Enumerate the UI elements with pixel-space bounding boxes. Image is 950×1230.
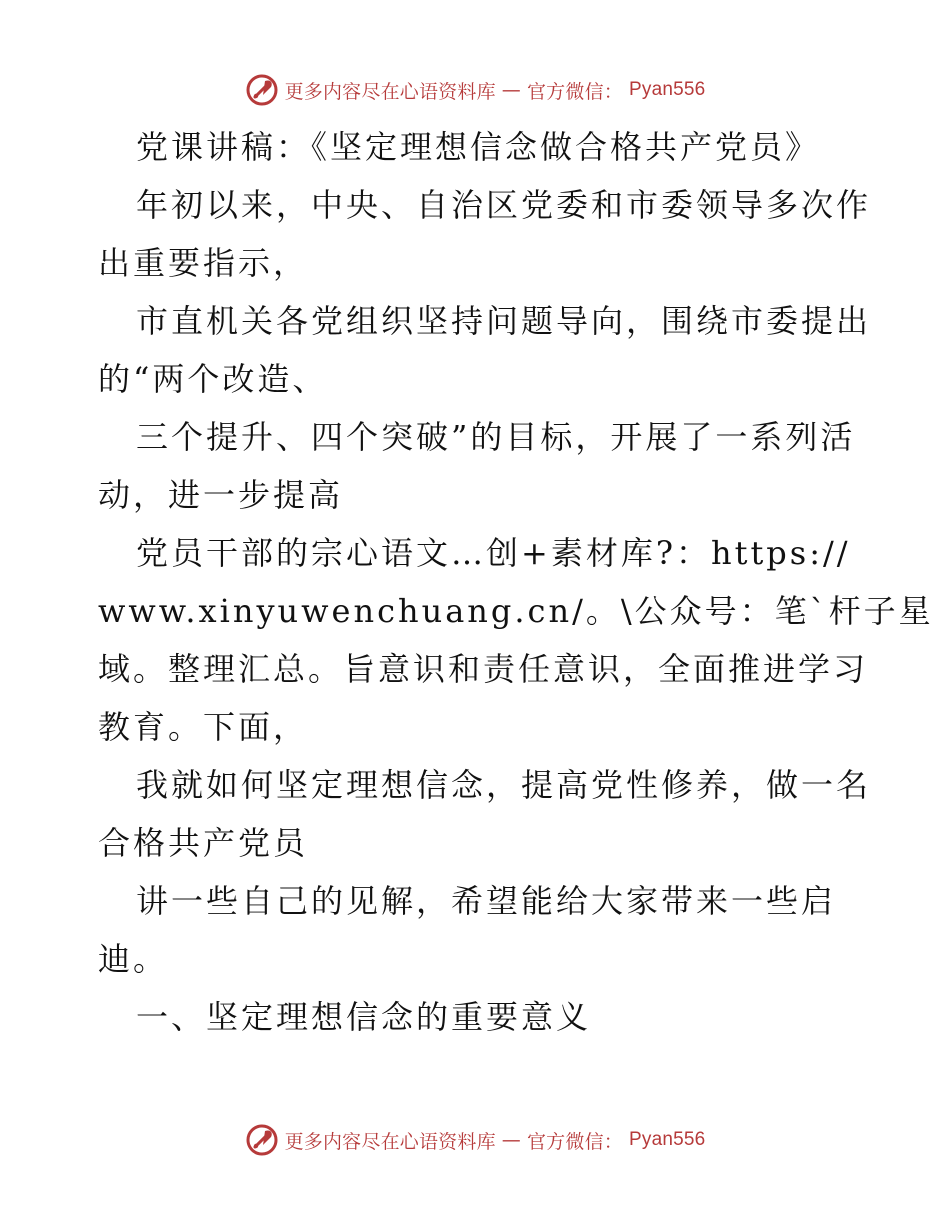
watermark-title: 更多内容尽在心语资料库 — [284, 1130, 496, 1153]
paragraph-line: 党员干部的宗心语文…创+素材库?：https:// — [136, 534, 851, 572]
paragraph-line: 年初以来，中央、自治区党委和市委领导多次作 — [136, 186, 872, 224]
paragraph-line: 讲一些自己的见解，希望能给大家带来一些启 — [136, 882, 837, 920]
watermark-contact-label: 官方微信： — [526, 80, 623, 103]
watermark-title: 更多内容尽在心语资料库 — [284, 80, 496, 103]
watermark-contact-id: Pyan556 — [629, 79, 706, 100]
paragraph-line: 迪。 — [98, 940, 169, 978]
paragraph-line: 教育。下面， — [98, 708, 309, 746]
header-watermark — [0, 70, 950, 110]
document-body — [98, 118, 934, 1046]
paragraph-line: 域。整理汇总。旨意识和责任意识，全面推进学习 — [98, 650, 869, 688]
watermark-contact-id: Pyan556 — [629, 1129, 706, 1150]
watermark-dash: — — [501, 1129, 521, 1151]
paragraph-line: 动，进一步提高 — [98, 476, 344, 514]
watermark-contact-label: 官方微信： — [526, 1130, 623, 1153]
paragraph-line: 的“两个改造、 — [98, 360, 328, 398]
footer-watermark — [0, 1120, 950, 1160]
paragraph-line: www.xinyuwenchuang.cn/。\公众号：笔`杆子星 — [98, 592, 934, 630]
paragraph-line: 三个提升、四个突破”的目标，开展了一系列活 — [136, 418, 856, 456]
section-heading: 一、坚定理想信念的重要意义 — [136, 998, 592, 1036]
paragraph-line: 出重要指示， — [98, 244, 309, 282]
quill-logo-icon — [245, 73, 279, 107]
paragraph-line: 合格共产党员 — [98, 824, 309, 862]
paragraph-line: 我就如何坚定理想信念，提高党性修养，做一名 — [136, 766, 872, 804]
quill-logo-icon — [245, 1123, 279, 1157]
doc-title: 党课讲稿：《坚定理想信念做合格共产党员》 — [136, 128, 821, 166]
paragraph-line: 市直机关各党组织坚持问题导向，围绕市委提出 — [136, 302, 872, 340]
watermark-dash: — — [501, 79, 521, 101]
